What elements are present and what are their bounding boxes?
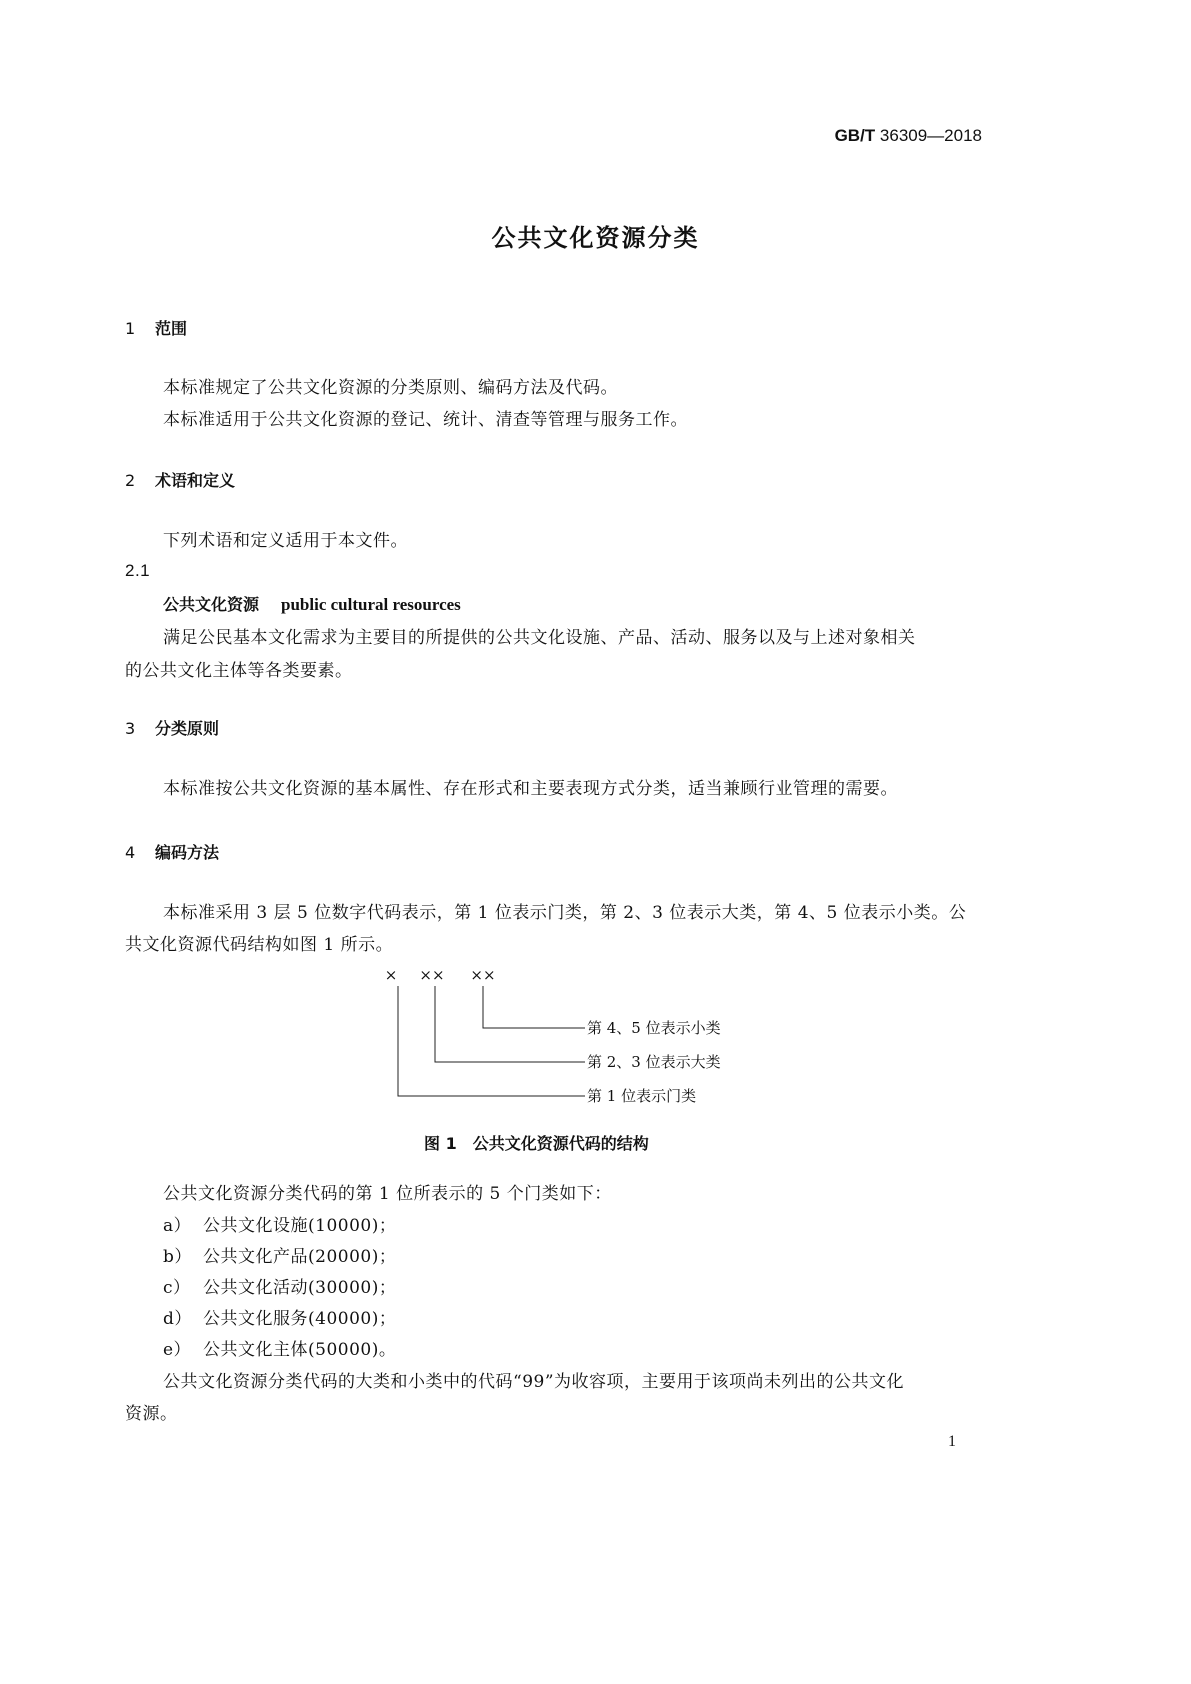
label-digit-4-5: 第 4、5 位表示小类 <box>587 1019 721 1037</box>
page-number: 1 <box>948 1433 956 1450</box>
section-2-heading: 2 术语和定义 <box>125 471 236 490</box>
connector-line <box>483 986 585 1028</box>
code-structure-figure <box>380 960 740 1110</box>
connector-line <box>398 986 585 1096</box>
term-heading: 公共文化资源 public cultural resources <box>163 595 461 614</box>
label-digit-1: 第 1 位表示门类 <box>587 1087 697 1105</box>
paragraph-cont: 共文化资源代码结构如图 1 所示。 <box>125 935 394 955</box>
section-4-heading: 4 编码方法 <box>125 843 220 862</box>
paragraph: 公共文化资源分类代码的大类和小类中的代码“99”为收容项，主要用于该项尚未列出的公共文化 <box>163 1372 905 1392</box>
term-number: 2.1 <box>125 561 151 580</box>
figure-caption: 图 1 公共文化资源代码的结构 <box>424 1134 649 1153</box>
term-definition-cont: 的公共文化主体等各类要素。 <box>125 661 353 681</box>
list-item: c） 公共文化活动(30000)； <box>163 1278 397 1298</box>
list-item: b） 公共文化产品(20000)； <box>163 1247 397 1267</box>
section-1-heading: 1 范围 <box>125 319 188 338</box>
list-item: a） 公共文化设施(10000)； <box>163 1216 397 1236</box>
paragraph: 下列术语和定义适用于本文件。 <box>163 531 408 551</box>
document-title: 公共文化资源分类 <box>491 224 700 252</box>
paragraph: 本标准规定了公共文化资源的分类原则、编码方法及代码。 <box>163 378 618 398</box>
paragraph: 本标准适用于公共文化资源的登记、统计、清查等管理与服务工作。 <box>163 410 688 430</box>
label-digit-2-3: 第 2、3 位表示大类 <box>587 1053 721 1071</box>
digit-2-3-symbol: ×× <box>419 966 445 984</box>
connector-line <box>435 986 585 1062</box>
term-definition: 满足公民基本文化需求为主要目的所提供的公共文化设施、产品、活动、服务以及与上述对象相关 <box>163 628 916 648</box>
paragraph: 本标准采用 3 层 5 位数字代码表示，第 1 位表示门类，第 2、3 位表示大类，第 4、5 位表示小类。公 <box>163 903 967 923</box>
list-item: e） 公共文化主体(50000)。 <box>163 1340 397 1360</box>
list-item: d） 公共文化服务(40000)； <box>163 1309 397 1329</box>
paragraph: 本标准按公共文化资源的基本属性、存在形式和主要表现方式分类，适当兼顾行业管理的需要。 <box>163 779 898 799</box>
digit-4-5-symbol: ×× <box>470 966 496 984</box>
paragraph: 公共文化资源分类代码的第 1 位所表示的 5 个门类如下： <box>163 1184 612 1204</box>
section-3-heading: 3 分类原则 <box>125 719 220 738</box>
paragraph-cont: 资源。 <box>125 1404 178 1424</box>
digit-1-symbol: × <box>384 966 398 984</box>
standard-number: GB/T 36309—2018 <box>834 126 982 145</box>
